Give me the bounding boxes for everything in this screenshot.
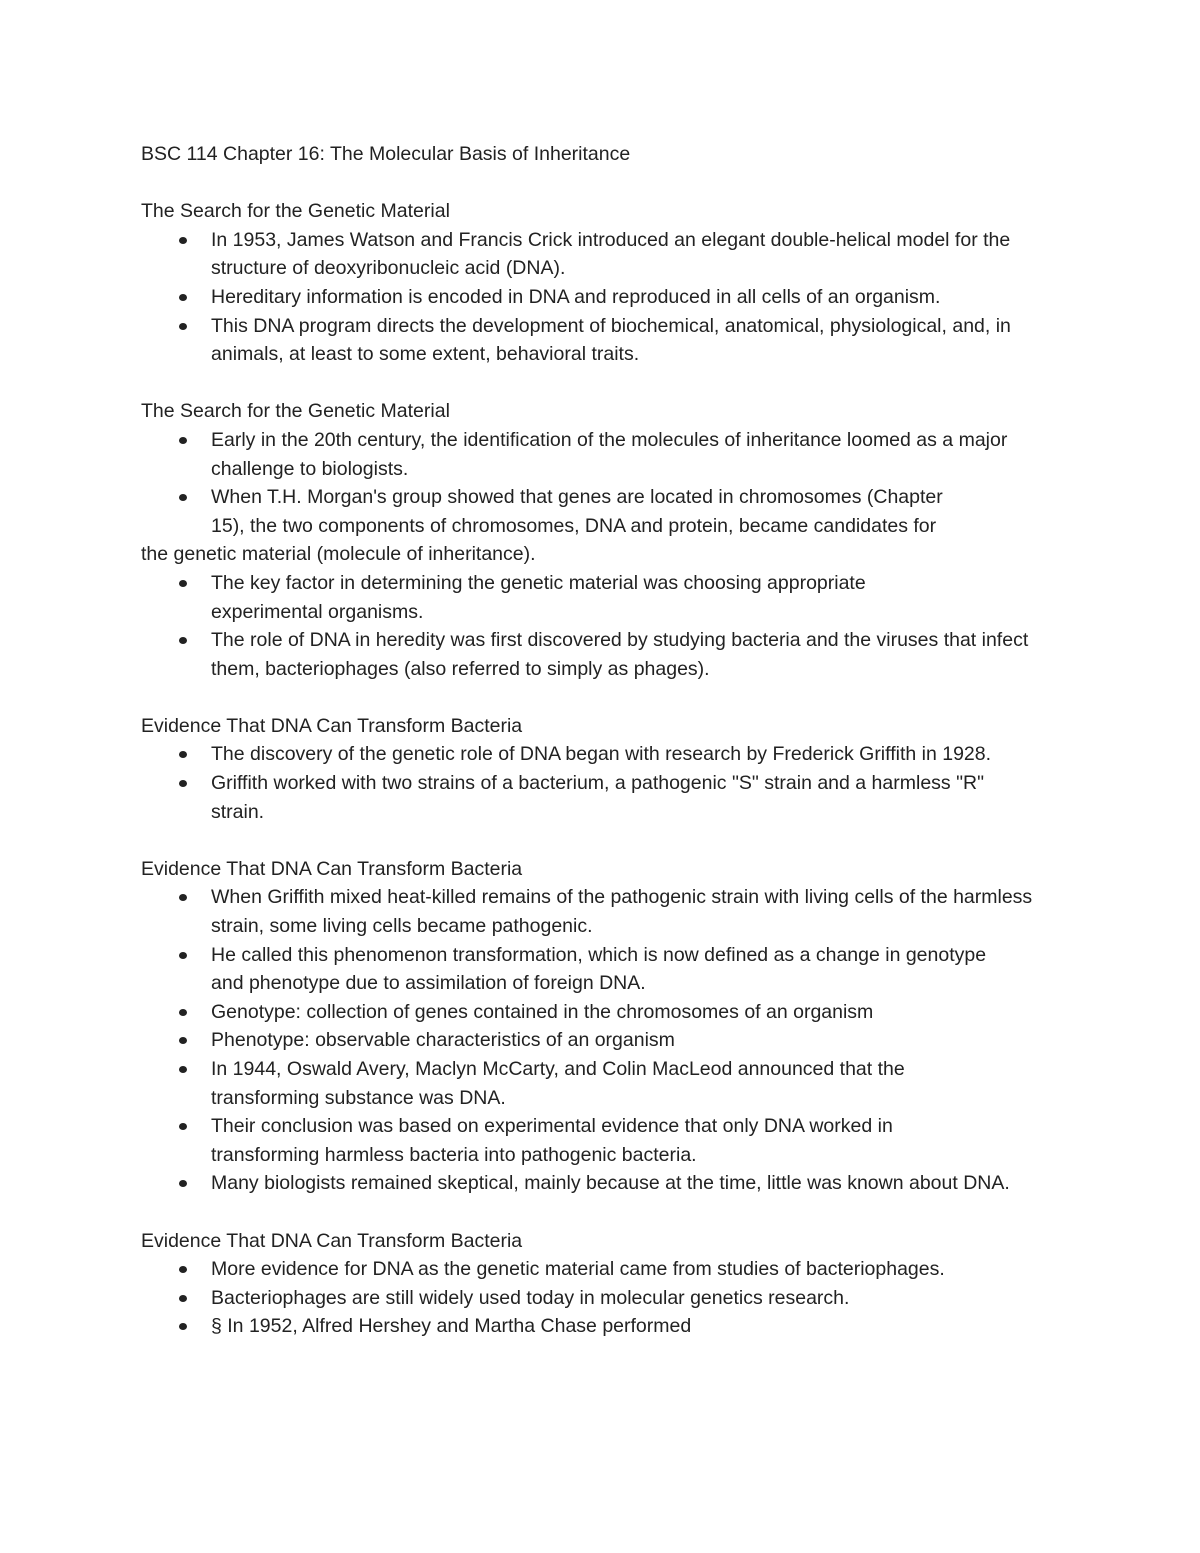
list-item <box>141 1169 1071 1198</box>
spacer <box>141 169 1071 198</box>
bullet-list <box>141 740 1071 826</box>
spacer <box>141 826 1071 855</box>
list-item <box>141 1312 1071 1341</box>
list-item-text: § In 1952, Alfred Hershey and Martha Chase performed <box>211 1315 692 1338</box>
spacer <box>141 683 1071 712</box>
spacer <box>141 1198 1071 1227</box>
list-item-text: Their conclusion was based on experimental evidence that only DNA worked in transforming harmless bacteria into pathogenic bacteria. <box>211 1115 893 1166</box>
bullet-icon <box>179 294 187 301</box>
list-item <box>141 226 1071 283</box>
bullet-icon <box>179 1123 187 1130</box>
list-item-text: He called this phenomenon transformation, which is now defined as a change in genotype and phenotype due to assimilation of foreign DNA. <box>211 943 987 995</box>
list-item <box>141 1112 1071 1169</box>
bullet-list <box>141 1255 1071 1341</box>
bullet-list <box>141 883 1071 1198</box>
bullet-icon <box>179 1295 187 1302</box>
list-item-text: When T.H. Morgan's group showed that genes are located in chromosomes (Chapter <box>211 486 943 509</box>
bullet-icon <box>179 1180 187 1187</box>
section-search-genetic-material-2 <box>141 397 1071 683</box>
section-evidence-transform-2 <box>141 855 1071 1198</box>
list-item-text: Genotype: collection of genes contained in the chromosomes of an organism <box>211 1000 874 1023</box>
bullet-list <box>141 226 1071 369</box>
list-item <box>141 998 1071 1027</box>
list-item <box>141 626 1071 683</box>
list-item <box>141 1284 1071 1313</box>
bullet-icon <box>179 1066 187 1073</box>
list-item-text: Griffith worked with two strains of a bacterium, a pathogenic "S" strain and a harmless "R" strain. <box>211 772 985 823</box>
list-item-text: Phenotype: observable characteristics of an organism <box>211 1029 675 1052</box>
list-item <box>141 483 1071 540</box>
list-item-text: The discovery of the genetic role of DNA began with research by Frederick Griffith in 1928. <box>211 743 992 766</box>
list-item <box>141 740 1071 769</box>
list-item <box>141 312 1071 369</box>
document-body <box>141 140 1071 1341</box>
list-item-text: The key factor in determining the genetic material was choosing appropriate experimental organisms. <box>211 571 866 623</box>
list-item <box>141 1255 1071 1284</box>
list-item-text: More evidence for DNA as the genetic material came from studies of bacteriophages. <box>211 1258 945 1281</box>
list-item <box>141 941 1071 998</box>
bullet-icon <box>179 952 187 959</box>
bullet-icon <box>179 1323 187 1330</box>
bullet-icon <box>179 751 187 758</box>
section-search-genetic-material-1 <box>141 197 1071 369</box>
spacer <box>141 369 1071 398</box>
list-item-text: Many biologists remained skeptical, mainly because at the time, little was known about DNA. <box>211 1172 1010 1195</box>
list-item-text: In 1953, James Watson and Francis Crick introduced an elegant double-helical model for the structure of deoxyribonucleic acid (DNA). <box>211 228 1011 280</box>
list-item <box>141 1026 1071 1055</box>
bullet-icon <box>179 580 187 587</box>
list-item-text: Early in the 20th century, the identification of the molecules of inheritance loomed as a major challenge to biologists. <box>211 428 1008 480</box>
bullet-icon <box>179 494 187 501</box>
list-item-text: In 1944, Oswald Avery, Maclyn McCarty, and Colin MacLeod announced that the transforming substance was DNA. <box>211 1058 905 1109</box>
list-item <box>141 883 1071 940</box>
section-evidence-transform-1 <box>141 712 1071 826</box>
list-item-text: This DNA program directs the development of biochemical, anatomical, physiological, and, in animals, at least to some extent, behavioral traits. <box>211 314 1011 366</box>
section-heading: Evidence That DNA Can Transform Bacteria <box>141 714 523 737</box>
section-heading: The Search for the Genetic Material <box>141 400 450 423</box>
list-item-text: Bacteriophages are still widely used today in molecular genetics research. <box>211 1286 850 1309</box>
bullet-list <box>141 426 1071 540</box>
section-evidence-transform-3 <box>141 1227 1071 1341</box>
bullet-icon <box>179 637 187 644</box>
list-item <box>141 283 1071 312</box>
bullet-icon <box>179 1009 187 1016</box>
bullet-list <box>141 569 1071 683</box>
list-item-text: 15), the two components of chromosomes, DNA and protein, became candidates for <box>211 514 937 537</box>
bullet-icon <box>179 1037 187 1044</box>
bullet-icon <box>179 437 187 444</box>
bullet-icon <box>179 780 187 787</box>
list-item <box>141 426 1071 483</box>
list-item-text: When Griffith mixed heat-killed remains of the pathogenic strain with living cells of the harmless strain, some living cells became pathogenic. <box>211 886 1033 938</box>
list-item-text: The role of DNA in heredity was first discovered by studying bacteria and the viruses that infect them, bacteriophages (also referred to simply as phages). <box>211 629 1029 680</box>
section-heading: Evidence That DNA Can Transform Bacteria <box>141 1229 523 1252</box>
section-heading: Evidence That DNA Can Transform Bacteria <box>141 857 523 880</box>
list-item <box>141 1055 1071 1112</box>
bullet-icon <box>179 237 187 244</box>
bullet-icon <box>179 323 187 330</box>
page-title: BSC 114 Chapter 16: The Molecular Basis of Inheritance <box>141 143 631 165</box>
list-item-continuation: the genetic material (molecule of inheritance). <box>141 543 536 566</box>
list-item <box>141 569 1071 626</box>
bullet-icon <box>179 894 187 901</box>
bullet-icon <box>179 1266 187 1273</box>
section-heading: The Search for the Genetic Material <box>141 200 450 223</box>
list-item <box>141 769 1071 826</box>
list-item-text: Hereditary information is encoded in DNA and reproduced in all cells of an organism. <box>211 285 941 308</box>
